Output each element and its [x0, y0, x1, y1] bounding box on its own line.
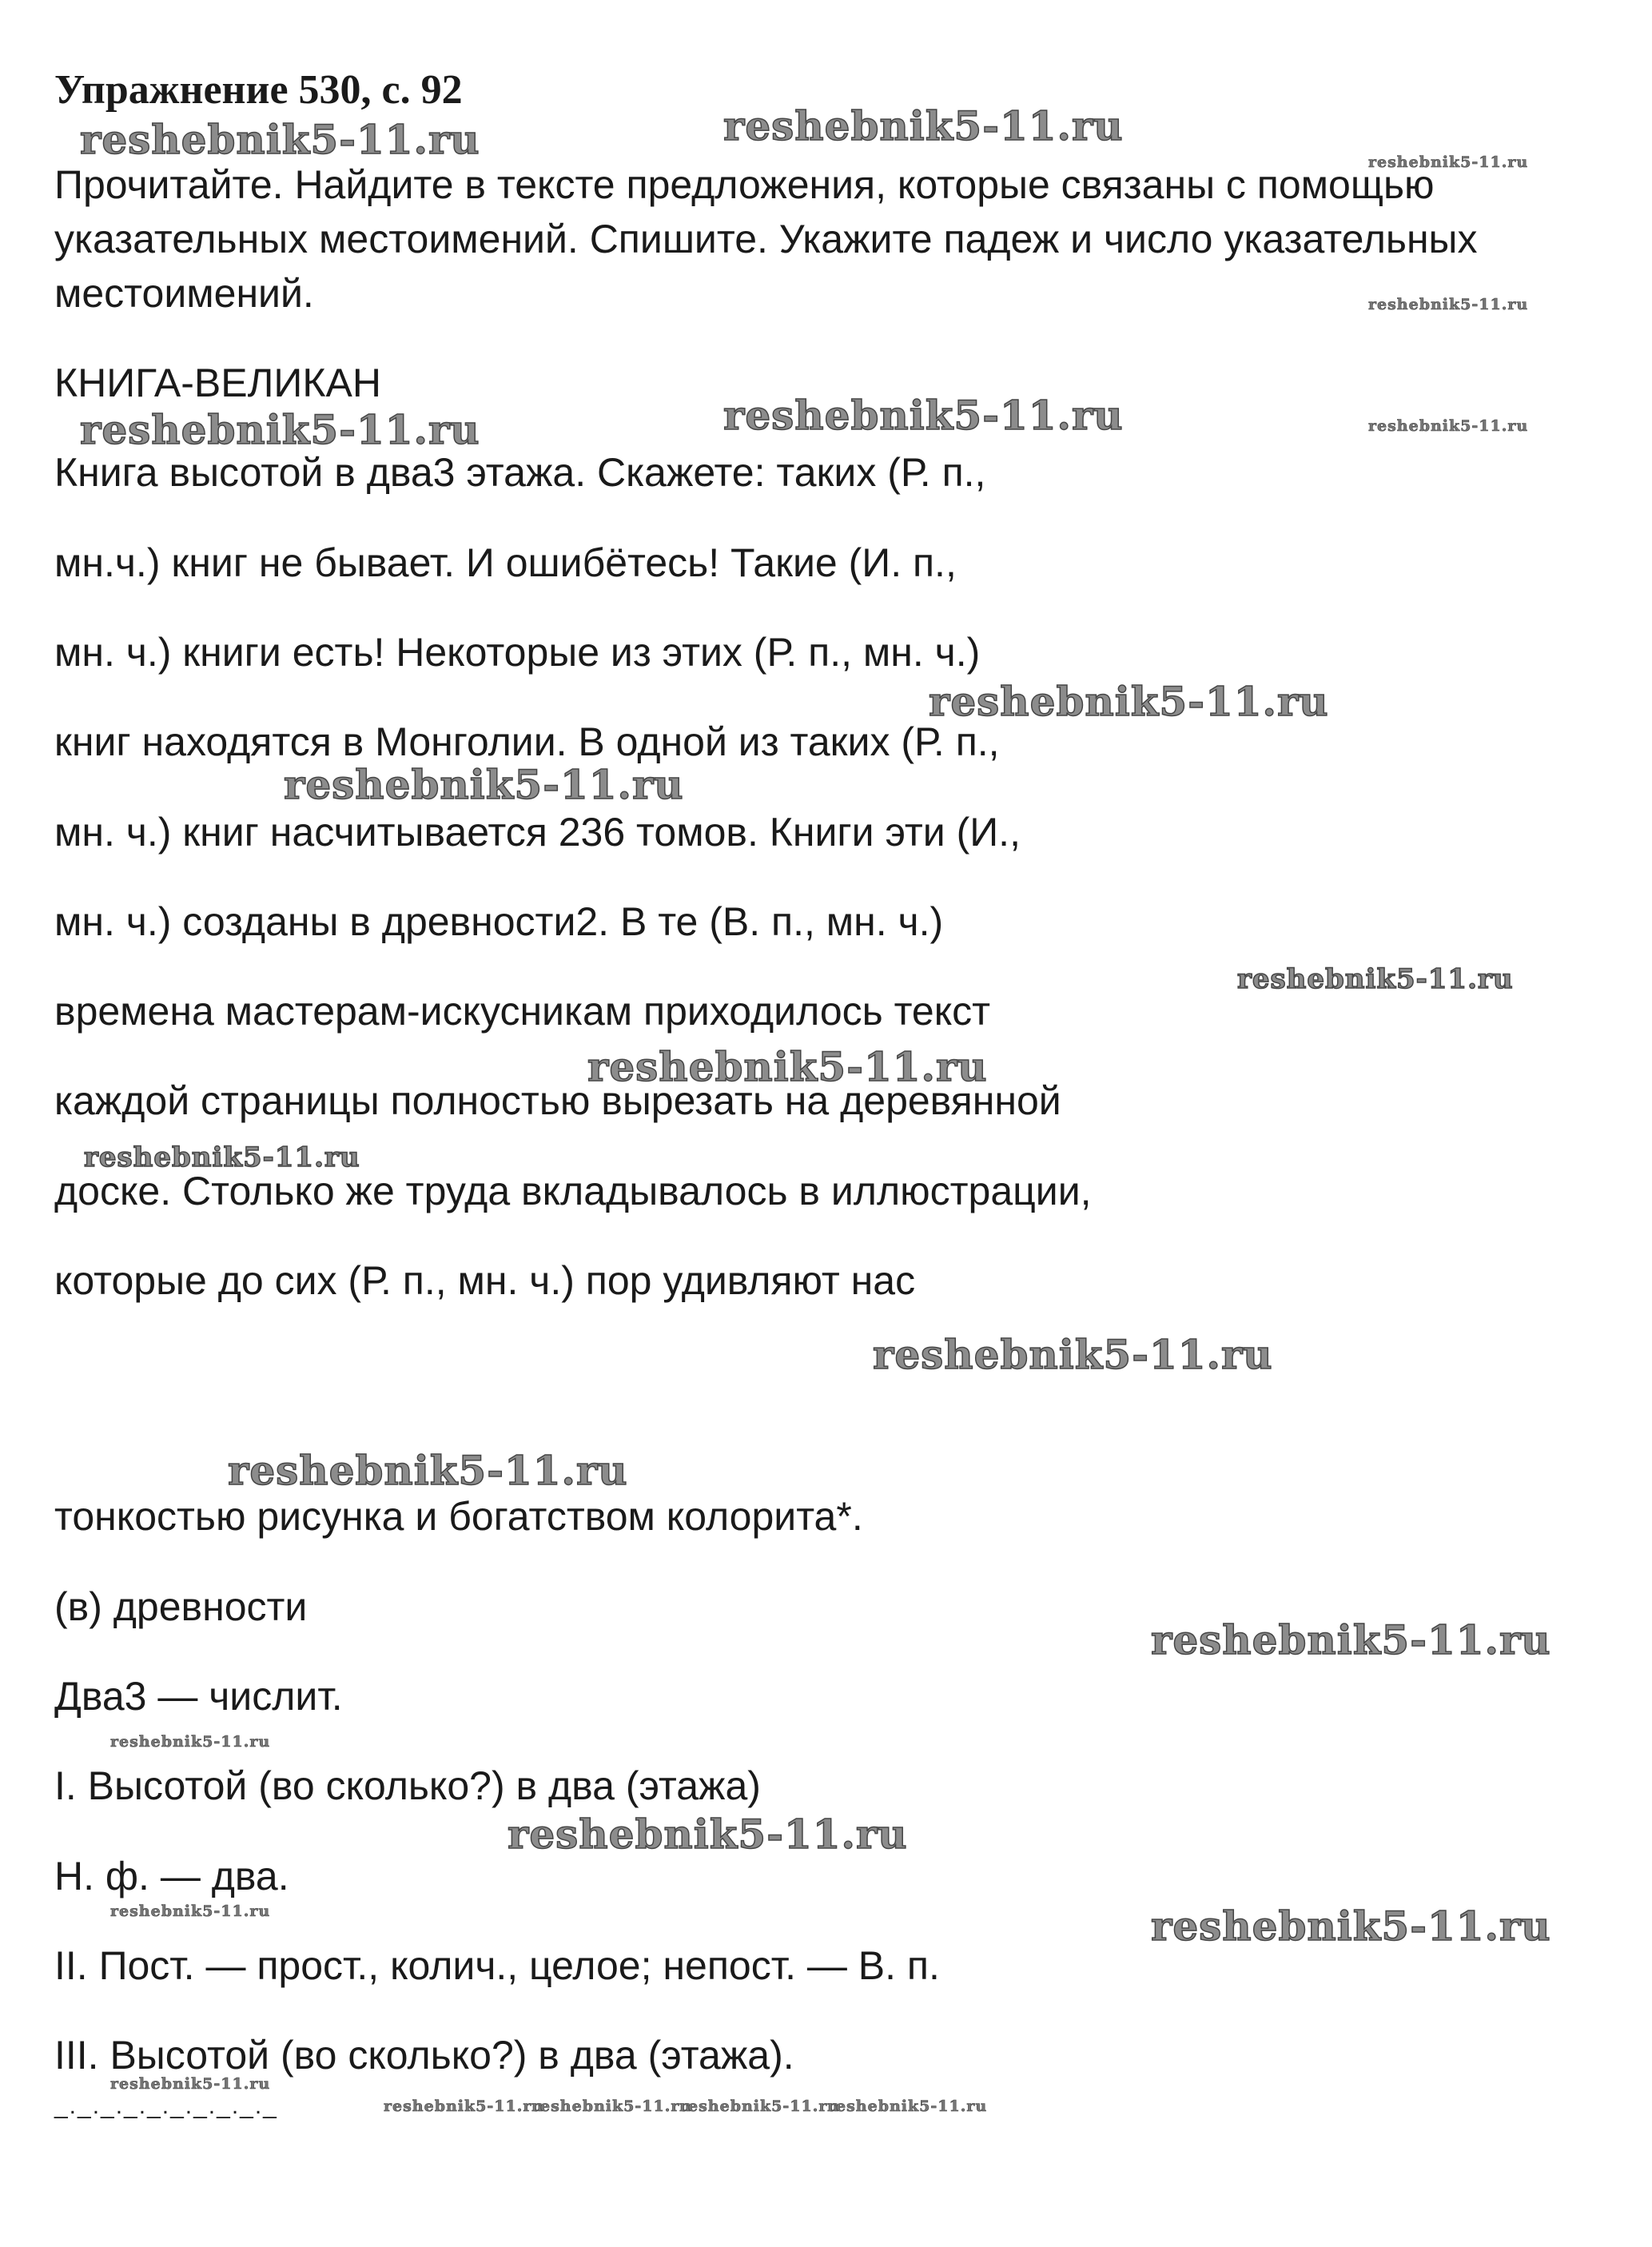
watermark: reshebnik5-11.ru — [1368, 153, 1529, 171]
watermark: reshebnik5-11.ru — [873, 1331, 1273, 1378]
task-line-1: Прочитайте. Найдите в тексте предложения, которые связаны с помощью — [54, 162, 1435, 207]
watermark: reshebnik5-11.ru — [587, 1043, 988, 1090]
analysis-line: Н. ф. — два. — [54, 1854, 289, 1898]
watermark: reshebnik5-11.ru — [679, 2098, 840, 2115]
text-line: которые до сих (Р. п., мн. ч.) пор удивляют нас — [54, 1258, 916, 1303]
text-line: доске. Столько же труда вкладывалось в иллюстрации, — [54, 1169, 1092, 1213]
watermark: reshebnik5-11.ru — [84, 1141, 360, 1173]
footer-dashes: _._._._._._._._._._ — [54, 2093, 278, 2119]
analysis-line: (в) древности — [54, 1584, 308, 1629]
watermark: reshebnik5-11.ru — [929, 678, 1329, 725]
analysis-line: II. Пост. — прост., колич., целое; непост. — В. п. — [54, 1943, 940, 1988]
watermark: reshebnik5-11.ru — [723, 392, 1124, 439]
watermark: reshebnik5-11.ru — [110, 1733, 271, 1751]
watermark: reshebnik5-11.ru — [228, 1447, 628, 1494]
watermark: reshebnik5-11.ru — [110, 2075, 271, 2093]
analysis-line: I. Высотой (во сколько?) в два (этажа) — [54, 1763, 761, 1808]
analysis-line: Два3 — числит. — [54, 1674, 343, 1719]
text-line: мн. ч.) книг насчитывается 236 томов. Книги эти (И., — [54, 810, 1021, 855]
watermark: reshebnik5-11.ru — [1151, 1616, 1551, 1663]
watermark: reshebnik5-11.ru — [531, 2098, 692, 2115]
task-line-2: указательных местоимений. Спишите. Укажите падеж и число указательных — [54, 217, 1478, 261]
watermark: reshebnik5-11.ru — [80, 116, 480, 163]
text-line: Книга высотой в два3 этажа. Скажете: таких (Р. п., — [54, 450, 986, 495]
watermark: reshebnik5-11.ru — [80, 406, 480, 453]
watermark: reshebnik5-11.ru — [723, 102, 1124, 149]
watermark: reshebnik5-11.ru — [284, 761, 684, 808]
watermark: reshebnik5-11.ru — [1151, 1902, 1551, 1950]
task-line-3: местоимений. — [54, 271, 314, 316]
watermark: reshebnik5-11.ru — [1237, 963, 1514, 995]
exercise-heading: Упражнение 530, с. 92 — [54, 67, 463, 113]
watermark: reshebnik5-11.ru — [384, 2098, 544, 2115]
text-line: мн. ч.) книги есть! Некоторые из этих (Р. п., мн. ч.) — [54, 630, 981, 675]
watermark: reshebnik5-11.ru — [1368, 296, 1529, 313]
watermark: reshebnik5-11.ru — [1368, 417, 1529, 435]
text-line: каждой страницы полностью вырезать на деревянной — [54, 1078, 1061, 1123]
text-line: мн. ч.) созданы в древности2. В те (В. п., мн. ч.) — [54, 899, 944, 944]
text-line: мн.ч.) книг не бывает. И ошибётесь! Такие (И. п., — [54, 540, 957, 585]
text-title: КНИГА-ВЕЛИКАН — [54, 361, 381, 405]
analysis-line: III. Высотой (во сколько?) в два (этажа). — [54, 2033, 794, 2078]
watermark: reshebnik5-11.ru — [110, 1902, 271, 1920]
watermark: reshebnik5-11.ru — [508, 1811, 908, 1858]
text-line: времена мастерам-искусникам приходилось текст — [54, 989, 991, 1034]
watermark: reshebnik5-11.ru — [827, 2098, 988, 2115]
text-line: книг находятся в Монголии. В одной из таких (Р. п., — [54, 719, 1000, 764]
text-ending: тонкостью рисунка и богатством колорита*. — [54, 1494, 863, 1539]
footer-dash-row — [54, 2093, 278, 2120]
